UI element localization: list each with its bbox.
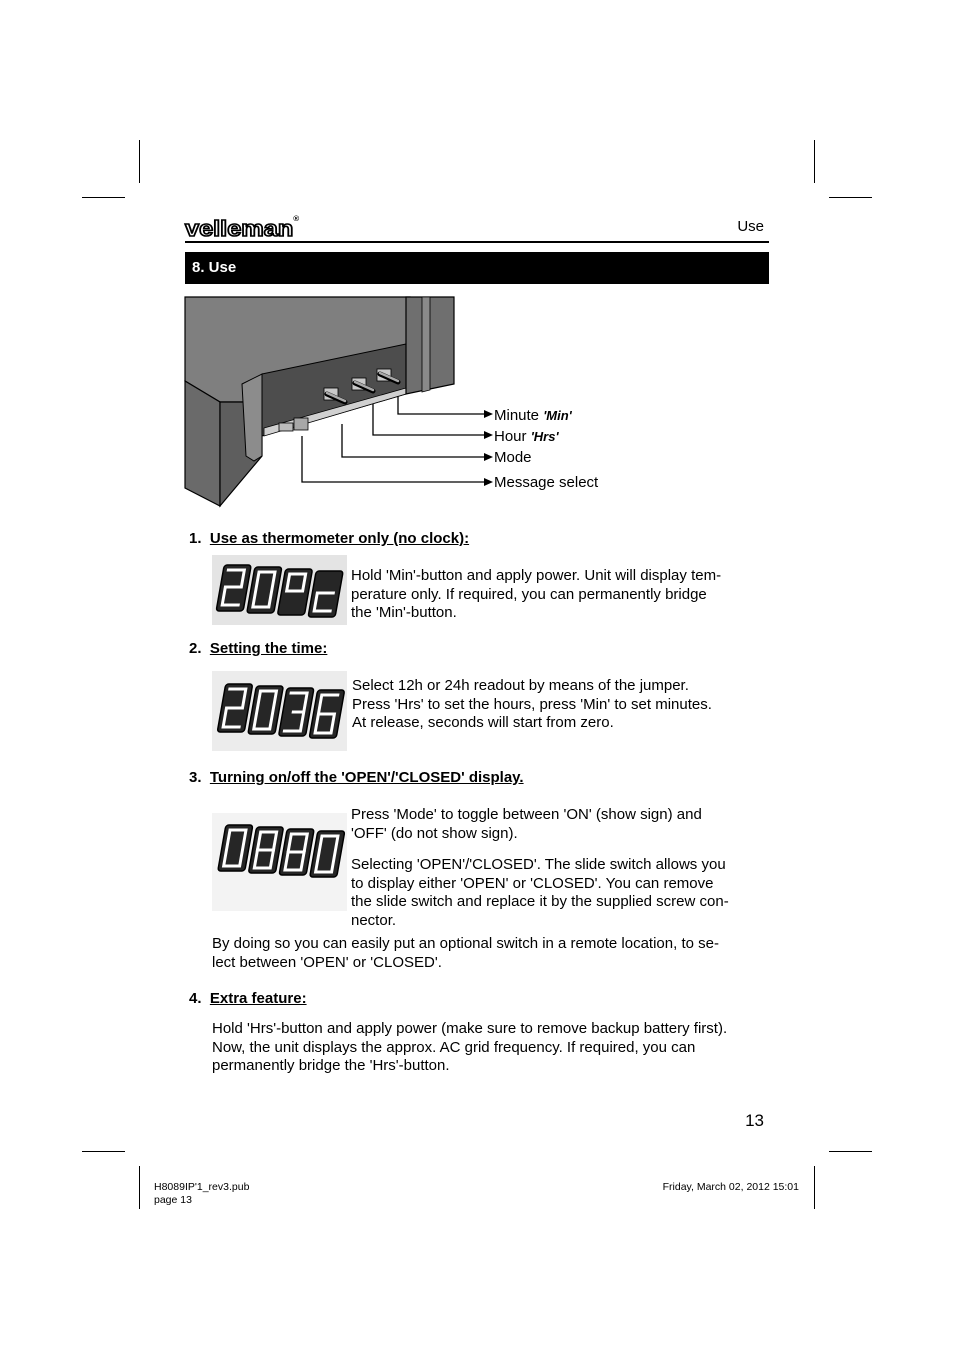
crop-mark-top-left-horizontal — [82, 197, 125, 198]
brand-logo-text: velleman — [185, 216, 294, 241]
device-diagram — [184, 296, 484, 508]
item-2-heading: 2. Setting the time: — [189, 640, 328, 657]
page-number: 13 — [745, 1111, 764, 1130]
device-housing-illustration — [185, 297, 454, 506]
crop-mark-top-right-horizontal — [829, 197, 872, 198]
item-3-para-2: Selecting 'OPEN'/'CLOSED'. The slide switch allows you to display either 'OPEN' or 'CLOSED'. You can remove the slide switch and replace it by the supplied screw con- nector. — [351, 856, 729, 929]
seven-segment-display-2036-icon — [212, 671, 347, 751]
item-1-text: Hold 'Min'-button and apply power. Unit will display tem- perature only. If required, you can permanently bridge the 'Min'-button. — [351, 567, 722, 621]
label-hour: Hour 'Hrs' — [494, 428, 559, 445]
footer-file-info — [154, 1181, 249, 1206]
footer-file-name: H8089IP'1_rev3.pub — [154, 1181, 250, 1193]
crop-mark-bottom-left-horizontal — [82, 1151, 125, 1152]
item-2-text: Select 12h or 24h readout by means of the jumper. Press 'Hrs' to set the hours, press 'Min' to set minutes. At release, seconds will start from zero. — [352, 677, 712, 731]
label-mode: Mode — [494, 449, 532, 466]
crop-mark-top-right-vertical — [814, 140, 815, 183]
crop-mark-bottom-right-horizontal — [829, 1151, 872, 1152]
label-message-select: Message select — [494, 474, 599, 491]
section-bar — [185, 252, 769, 284]
item-4-heading: 4. Extra feature: — [189, 990, 307, 1007]
footer-page-label: page 13 — [154, 1193, 192, 1206]
item-3-heading: 3. Turning on/off the 'OPEN'/'CLOSED' display. — [189, 769, 524, 786]
seven-segment-display-20c-icon — [212, 555, 347, 625]
label-minute: Minute 'Min' — [494, 407, 572, 424]
header-rule — [185, 241, 769, 243]
section-title: 8. Use — [192, 259, 237, 276]
crop-mark-bottom-right-vertical — [814, 1166, 815, 1209]
crop-mark-top-left-vertical — [139, 140, 140, 183]
seven-segment-display-0880-icon — [212, 813, 347, 911]
item-3-para-1: Press 'Mode' to toggle between 'ON' (show sign) and 'OFF' (do not show sign). — [351, 806, 702, 842]
item-4-text: Hold 'Hrs'-button and apply power (make sure to remove backup battery first). Now, the unit displays the approx. AC grid frequency. If required, you can permanently bridge the 'Hrs'-button. — [212, 1020, 728, 1074]
item-1-heading: 1. Use as thermometer only (no clock): — [189, 530, 470, 547]
registered-mark: ® — [293, 216, 300, 223]
footer-timestamp: Friday, March 02, 2012 15:01 — [662, 1181, 799, 1193]
crop-mark-bottom-left-vertical — [139, 1166, 140, 1209]
header-section-name: Use — [737, 218, 764, 235]
item-3-para-3: By doing so you can easily put an optional switch in a remote location, to se- lect between 'OPEN' or 'CLOSED'. — [212, 935, 719, 971]
brand-logo — [185, 216, 299, 242]
leader-arrows — [484, 408, 494, 493]
